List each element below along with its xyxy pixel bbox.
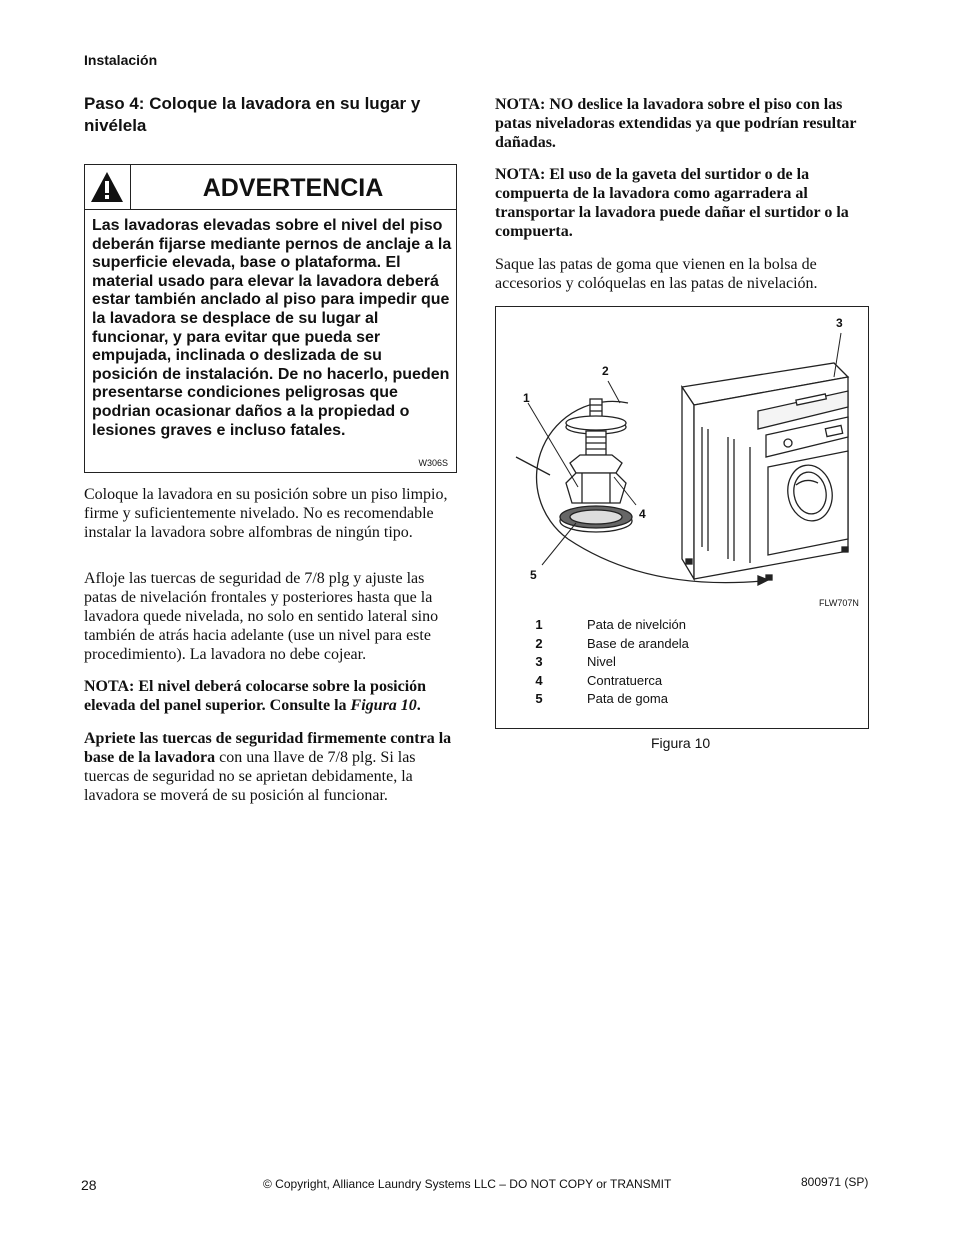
figure-reference: Figura 10 — [350, 697, 417, 714]
step-heading: Paso 4: Coloque la lavadora en su lugar y nivélela — [84, 94, 421, 135]
legend-number: 2 — [535, 635, 543, 651]
figure-box — [495, 306, 869, 729]
legend-label: Contratuerca — [587, 672, 663, 688]
section-label: Instalación — [84, 52, 158, 68]
legend-label: Pata de nivelción — [587, 617, 687, 632]
legend-label: Base de arandela — [587, 635, 689, 651]
warning-body: Las lavadoras elevadas sobre el nivel del piso deberán fijarse mediante pernos de anclaje a la superficie elevada, base o plataforma. El material usado para elevar la lavadora deberá estar también anclado al piso para impedir que la lavadora se desplace de su lugar al funcionar, y para evitar que pueda ser empujada, inclinada o deslizada de su posición de instalación. De no hacerlo, pueden presentarse condiciones peligrosas que podrian ocasionar daños a la propiedad o lesiones graves e incluso fatales. — [92, 217, 452, 439]
figure-code: FLW707N — [819, 598, 859, 608]
washer-illustration — [496, 307, 870, 607]
note-no-slide: NOTA: NO deslice la lavadora sobre el piso con las patas niveladoras extendidas ya que podrían resultar dañadas. — [495, 96, 857, 151]
note-level-text: NOTA: El nivel deberá colocarse sobre la posición elevada del panel superior. Consulte la — [84, 678, 427, 714]
note-dispenser: NOTA: El uso de la gaveta del surtidor o de la compuerta de la lavadora como agarradera al transportar la lavadora puede dañar el surtidor o la compuerta. — [495, 166, 849, 240]
copyright-notice: © Copyright, Alliance Laundry Systems LLC – DO NOT COPY or TRANSMIT — [263, 1177, 672, 1191]
warning-title: ADVERTENCIA — [202, 174, 384, 202]
warning-box — [84, 164, 457, 473]
paragraph-floor: Coloque la lavadora en su posición sobre un piso limpio, firme y suficientemente nivelado. No es recomendable instalar la lavadora sobre alfombras de ningún tipo. — [84, 486, 448, 541]
callout-2: 2 — [602, 364, 609, 378]
legend-label: Nivel — [587, 654, 616, 670]
tighten-bold-text: Apriete las tuercas de seguridad firmemente contra la base de la lavadora — [84, 730, 452, 766]
legend-number: 5 — [535, 691, 543, 707]
warning-code: W306S — [418, 458, 448, 468]
page-number: 28 — [81, 1177, 97, 1193]
document-number: 800971 (SP) — [801, 1175, 869, 1189]
callout-4: 4 — [639, 507, 646, 521]
callout-5: 5 — [530, 568, 537, 582]
paragraph-leveling: Afloje las tuercas de seguridad de 7/8 plg y ajuste las patas de nivelación frontales y posteriores hasta que la lavadora quede nivelada, no solo en sentido lateral sino también de atrás hacia adelante (use un nivel para este procedimiento). La lavadora no debe cojear. — [84, 570, 439, 663]
legend-number: 4 — [535, 672, 543, 688]
callout-1: 1 — [523, 391, 530, 405]
paragraph-tighten — [84, 729, 458, 805]
note-level-end: . — [416, 697, 421, 714]
figure-caption: Figura 10 — [651, 735, 711, 751]
legend-number: 1 — [535, 617, 543, 632]
warning-triangle-icon — [85, 165, 131, 209]
legend-number: 3 — [535, 654, 543, 670]
legend-label: Pata de goma — [587, 691, 668, 707]
note-level-position — [84, 677, 458, 715]
warning-header — [85, 165, 456, 210]
callout-3: 3 — [836, 316, 843, 330]
tighten-text: con una llave de 7/8 plg. Si las tuercas de seguridad no se aprietan debidamente, la lavadora se moverá de su posición al funcionar. — [84, 749, 416, 804]
paragraph-rubber-feet: Saque las patas de goma que vienen en la bolsa de accesorios y colóquelas en las patas de nivelación. — [495, 256, 818, 292]
